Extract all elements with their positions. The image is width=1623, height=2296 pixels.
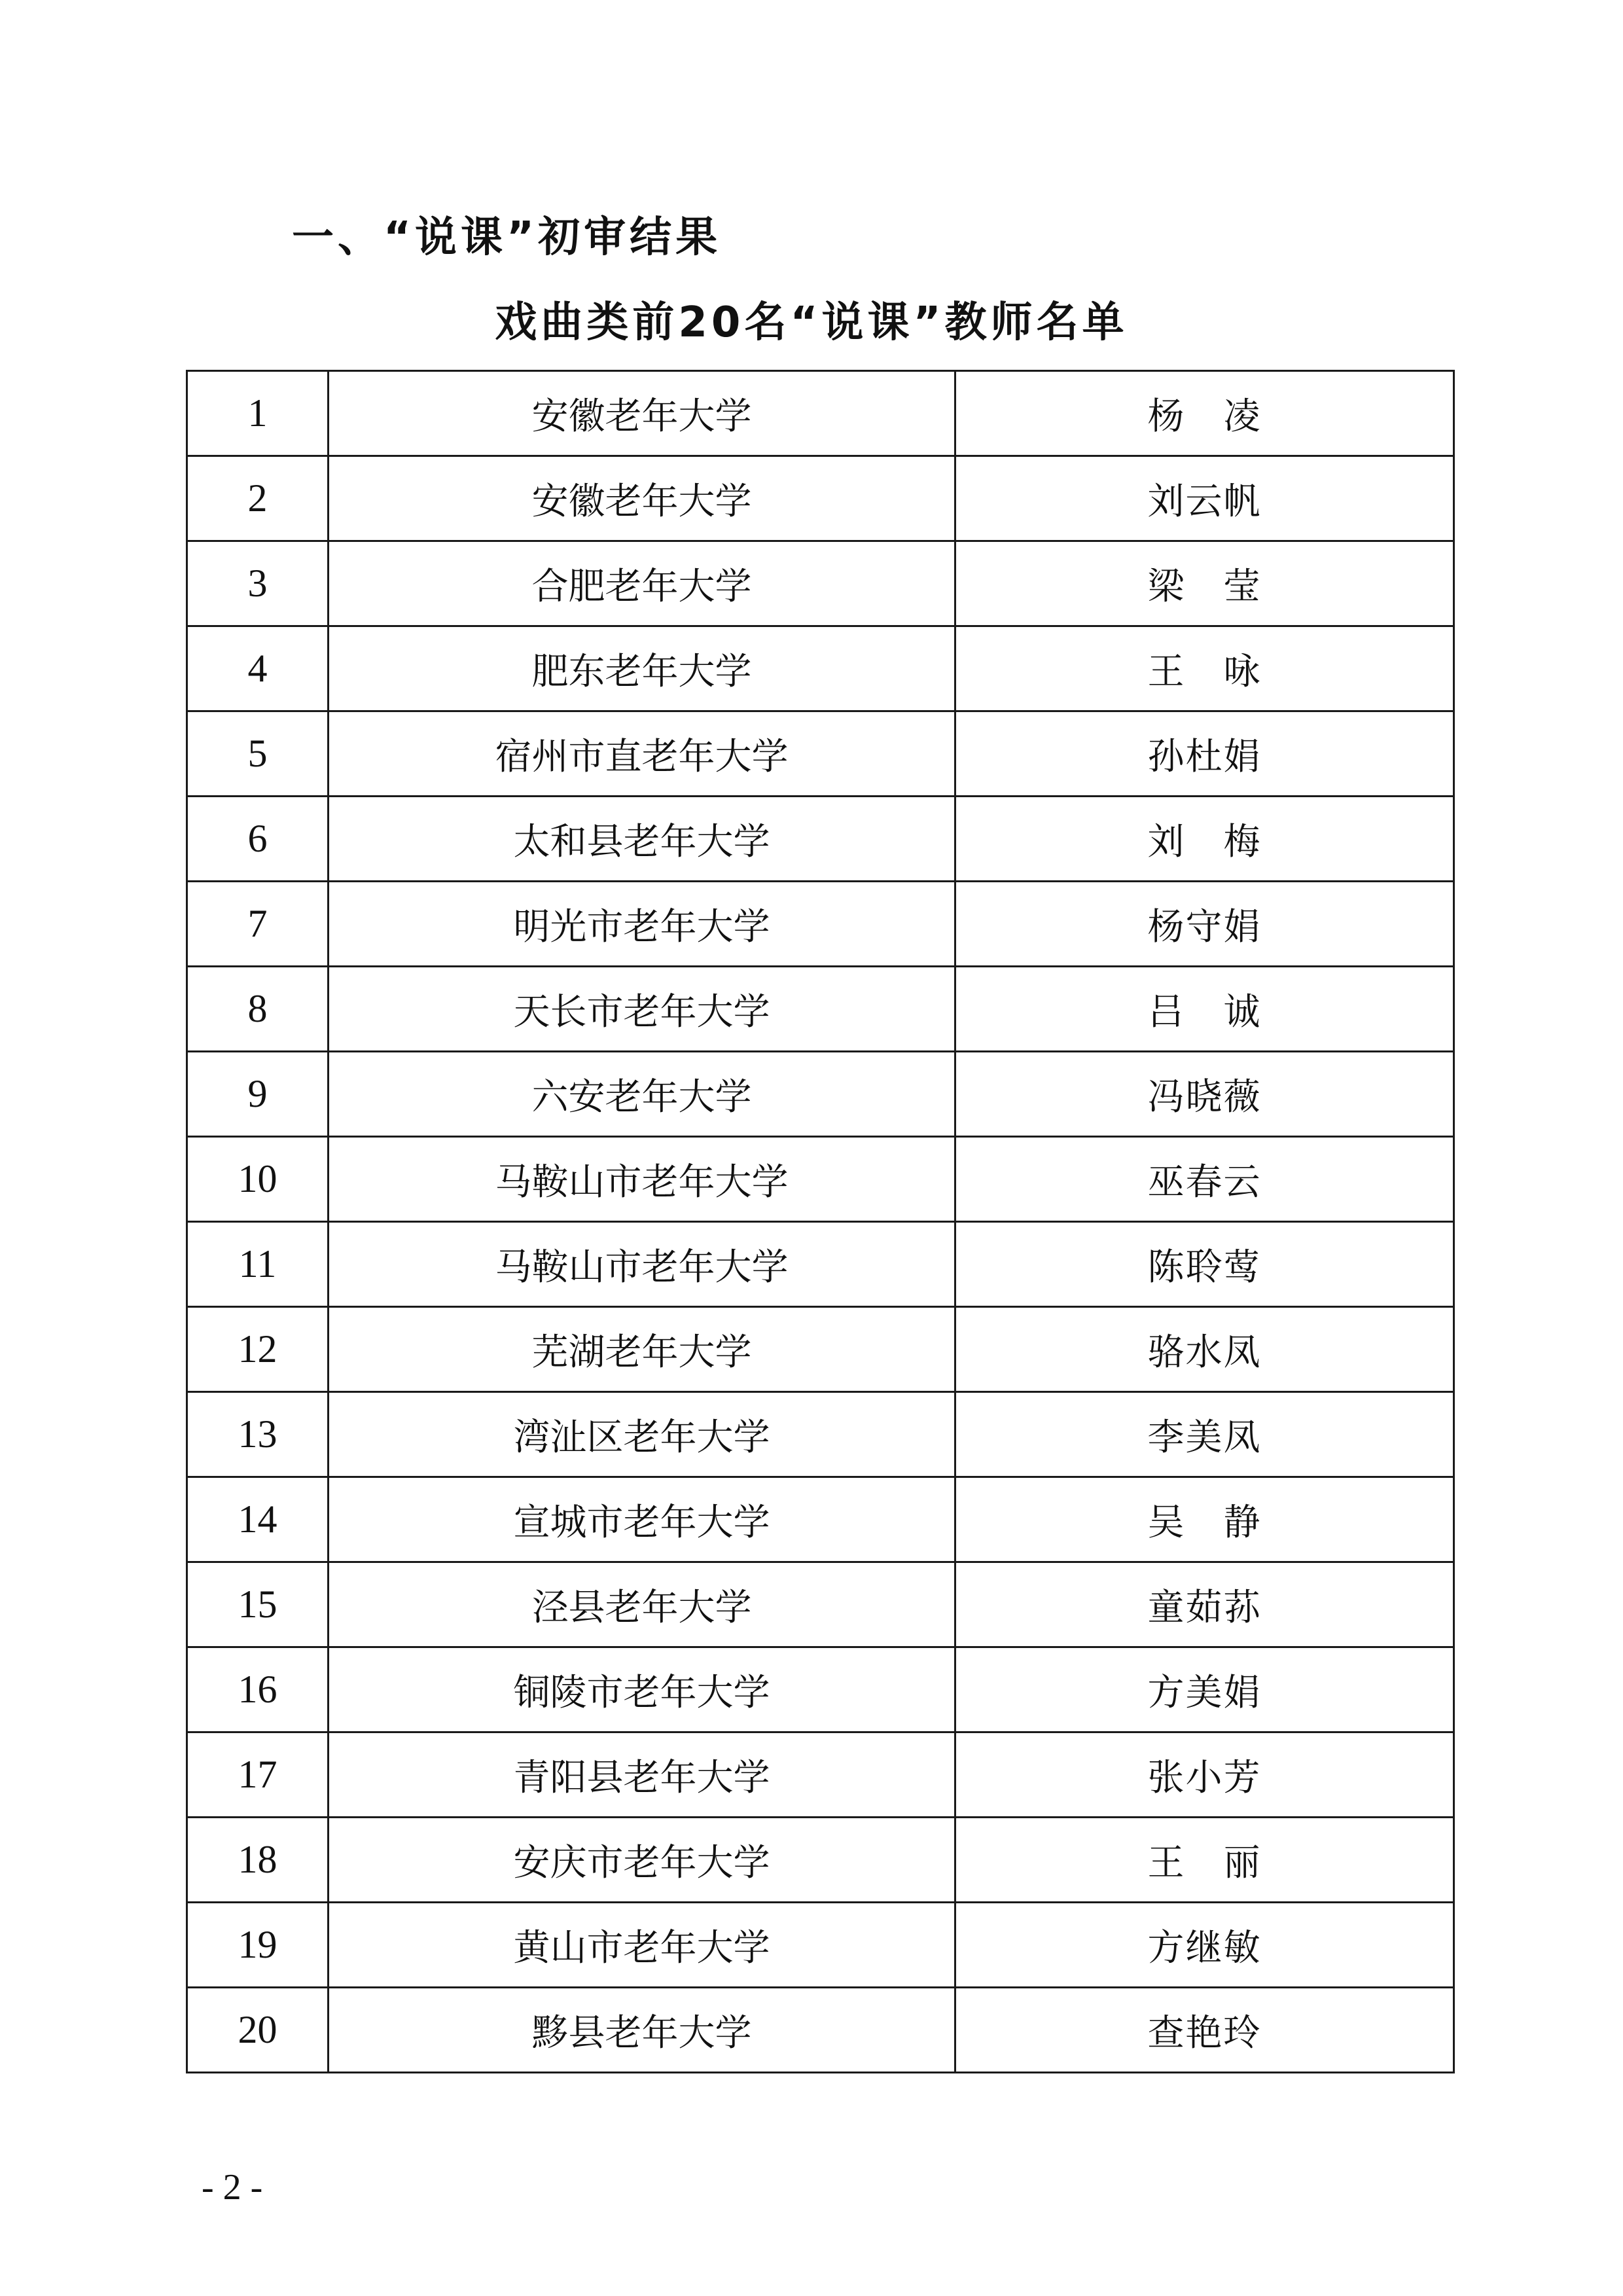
table-row [187, 371, 1454, 456]
table-row [187, 1392, 1454, 1477]
teacher-cell: 方继敏 [955, 1903, 1454, 1988]
rank-cell: 15 [187, 1562, 329, 1647]
teacher-cell: 骆水凤 [955, 1307, 1454, 1392]
rank-cell: 19 [187, 1903, 329, 1988]
teacher-cell: 刘云帆 [955, 456, 1454, 541]
table-row [187, 1137, 1454, 1222]
table-row [187, 1732, 1454, 1818]
school-cell: 马鞍山市老年大学 [329, 1222, 955, 1307]
rank-cell: 11 [187, 1222, 329, 1307]
school-cell: 安徽老年大学 [329, 456, 955, 541]
school-cell: 天长市老年大学 [329, 967, 955, 1052]
table-row [187, 1307, 1454, 1392]
page-number: - 2 - [202, 2167, 263, 2208]
rank-cell: 8 [187, 967, 329, 1052]
table-row [187, 1818, 1454, 1903]
teacher-cell: 张小芳 [955, 1732, 1454, 1818]
school-cell: 铜陵市老年大学 [329, 1647, 955, 1732]
rank-cell: 1 [187, 371, 329, 456]
table-row [187, 1222, 1454, 1307]
rank-cell: 13 [187, 1392, 329, 1477]
teacher-cell: 梁 莹 [955, 541, 1454, 626]
school-cell: 芜湖老年大学 [329, 1307, 955, 1392]
table-row [187, 1477, 1454, 1562]
table-row [187, 797, 1454, 882]
teacher-cell: 查艳玲 [955, 1988, 1454, 2073]
table-row [187, 456, 1454, 541]
teacher-cell: 王 丽 [955, 1818, 1454, 1903]
school-cell: 明光市老年大学 [329, 882, 955, 967]
table-row [187, 1903, 1454, 1988]
school-cell: 青阳县老年大学 [329, 1732, 955, 1818]
rank-cell: 9 [187, 1052, 329, 1137]
rank-cell: 7 [187, 882, 329, 967]
school-cell: 黄山市老年大学 [329, 1903, 955, 1988]
rank-cell: 14 [187, 1477, 329, 1562]
table-title: 戏曲类前20名“说课”教师名单 [495, 298, 1128, 347]
teacher-cell: 童茹荪 [955, 1562, 1454, 1647]
school-cell: 黟县老年大学 [329, 1988, 955, 2073]
teacher-cell: 孙杜娟 [955, 711, 1454, 797]
teacher-cell: 冯晓薇 [955, 1052, 1454, 1137]
table-row [187, 1052, 1454, 1137]
school-cell: 安徽老年大学 [329, 371, 955, 456]
teacher-cell: 吴 静 [955, 1477, 1454, 1562]
rank-cell: 17 [187, 1732, 329, 1818]
table-row [187, 1562, 1454, 1647]
rank-cell: 10 [187, 1137, 329, 1222]
school-cell: 宣城市老年大学 [329, 1477, 955, 1562]
rank-cell: 18 [187, 1818, 329, 1903]
teacher-cell: 李美凤 [955, 1392, 1454, 1477]
school-cell: 泾县老年大学 [329, 1562, 955, 1647]
teacher-cell: 巫春云 [955, 1137, 1454, 1222]
teacher-cell: 杨守娟 [955, 882, 1454, 967]
school-cell: 合肥老年大学 [329, 541, 955, 626]
section-heading: 一、“说课”初审结果 [292, 213, 722, 262]
rank-cell: 16 [187, 1647, 329, 1732]
school-cell: 安庆市老年大学 [329, 1818, 955, 1903]
table-row [187, 1647, 1454, 1732]
table-row [187, 1988, 1454, 2073]
school-cell: 太和县老年大学 [329, 797, 955, 882]
table-row [187, 626, 1454, 711]
teacher-roster-table [186, 370, 1455, 2073]
teacher-cell: 陈聆莺 [955, 1222, 1454, 1307]
teacher-cell: 方美娟 [955, 1647, 1454, 1732]
table-row [187, 711, 1454, 797]
school-cell: 宿州市直老年大学 [329, 711, 955, 797]
teacher-cell: 吕 诚 [955, 967, 1454, 1052]
rank-cell: 6 [187, 797, 329, 882]
rank-cell: 20 [187, 1988, 329, 2073]
school-cell: 马鞍山市老年大学 [329, 1137, 955, 1222]
school-cell: 肥东老年大学 [329, 626, 955, 711]
rank-cell: 4 [187, 626, 329, 711]
teacher-roster-body [187, 371, 1454, 2073]
rank-cell: 5 [187, 711, 329, 797]
school-cell: 六安老年大学 [329, 1052, 955, 1137]
table-row [187, 967, 1454, 1052]
rank-cell: 2 [187, 456, 329, 541]
table-row [187, 882, 1454, 967]
school-cell: 湾沚区老年大学 [329, 1392, 955, 1477]
teacher-cell: 杨 凌 [955, 371, 1454, 456]
teacher-cell: 王 咏 [955, 626, 1454, 711]
rank-cell: 12 [187, 1307, 329, 1392]
table-row [187, 541, 1454, 626]
rank-cell: 3 [187, 541, 329, 626]
teacher-cell: 刘 梅 [955, 797, 1454, 882]
